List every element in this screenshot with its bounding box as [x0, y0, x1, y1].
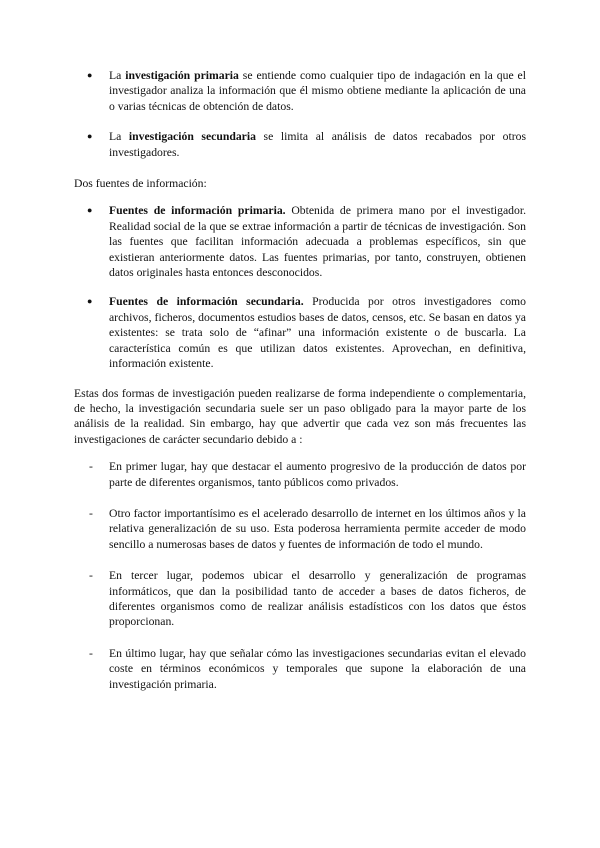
item-term: investigación secundaria — [128, 130, 256, 144]
item-text: En último lugar, hay que señalar cómo las investigaciones secundarias evitan el elevado coste en términos económicos y temporales que supone la elaboración de una investigación primaria. — [109, 646, 526, 691]
reasons-list — [74, 459, 526, 692]
item-text: En primer lugar, hay que destacar el aumento progresivo de la producción de datos por parte de diferentes organismos, tanto públicos como privados. — [109, 460, 526, 489]
item-prefix: La — [109, 130, 129, 144]
dash-icon: - — [89, 646, 93, 660]
dash-icon: - — [89, 506, 93, 520]
document-body — [74, 68, 526, 692]
dash-icon: - — [89, 569, 93, 583]
list-item — [74, 646, 526, 692]
dash-icon: - — [89, 460, 93, 474]
item-text: se entiende como cualquier tipo de indagación en la que el investigador analiza la información que él mismo obtiene mediante la aplicación de una o varias técnicas de obtención de datos. — [109, 69, 526, 113]
list-item — [74, 568, 526, 630]
item-term: Fuentes de información secundaria. — [109, 295, 304, 309]
bullet-icon: ● — [87, 296, 93, 307]
item-term: investigación primaria — [125, 69, 239, 82]
intro-line: Dos fuentes de información: — [74, 177, 207, 191]
item-text: Otro factor importantísimo es el acelerado desarrollo de internet en los últimos años y la relativa generalización de su uso. Esta poderosa herramienta permite acceder de modo sencillo a numerosas bases de datos y fuentes de información de todo el mundo. — [109, 506, 526, 551]
list-item — [74, 68, 526, 114]
research-types-list — [74, 68, 526, 160]
list-item — [74, 203, 526, 280]
item-term: Fuentes de información primaria. — [109, 204, 286, 218]
bullet-icon: ● — [87, 131, 93, 142]
item-text: Producida por otros investigadores como archivos, ficheros, documentos estudios bases de datos, censos, etc. Se basan en datos ya existentes: se trata solo de “afinar” una información existente o de buscarla. La característica común es que utilizan datos existentes. Aprovechan, en definitiva, información existente. — [109, 295, 526, 371]
item-prefix: La — [109, 69, 126, 82]
list-item — [74, 506, 526, 552]
list-item — [74, 459, 526, 490]
body-paragraph: Estas dos formas de investigación pueden realizarse de forma independiente o complementaria, de hecho, la investigación secundaria suele ser un paso obligado para la mayor parte de los análisis de la realidad. Sin embargo, hay que advertir que cada vez son más frecuentes las investigaciones de carácter secundario debido a : — [74, 386, 526, 446]
list-item — [74, 294, 526, 371]
bullet-icon: ● — [87, 70, 93, 80]
sources-list — [74, 203, 526, 371]
item-text: se limita al análisis de datos recabados por otros investigadores. — [109, 130, 527, 159]
item-text: En tercer lugar, podemos ubicar el desarrollo y generalización de programas informáticos, que dan la posibilidad tanto de acceder a bases de datos ficheros, de diferentes organismos como de realizar análisis estadísticos con los datos que éstos proporcionan. — [109, 569, 526, 629]
item-text: Obtenida de primera mano por el investigador. Realidad social de la que se extrae información a partir de técnicas de investigación. Son las fuentes que facilitan información adecuada a problemas específicos, sin que existieran anteriormente datos. Las fuentes primarias, por tanto, construyen, obtienen datos originales hasta entonces desconocidos. — [109, 204, 526, 280]
bullet-icon: ● — [87, 205, 93, 216]
list-item — [74, 129, 526, 160]
